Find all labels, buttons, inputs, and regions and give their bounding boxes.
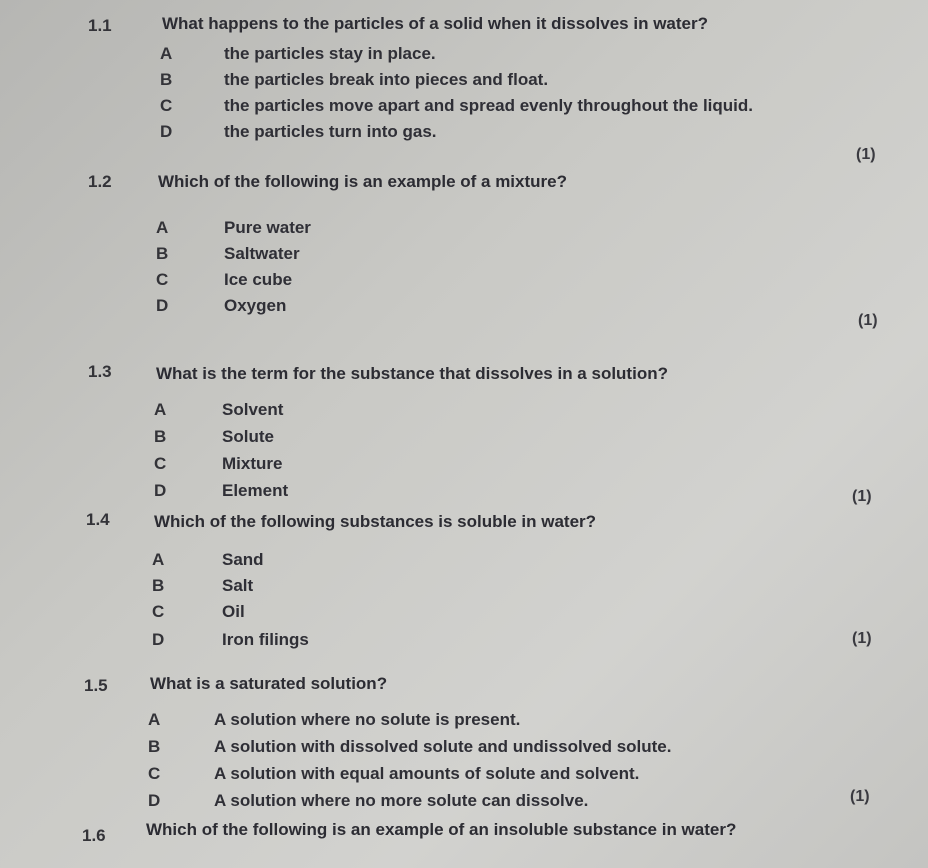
option-letter: A	[156, 218, 169, 237]
question-text: Which of the following substances is soluble in water?	[154, 512, 597, 531]
option-text: Saltwater	[224, 244, 300, 263]
marks-label: (1)	[852, 630, 872, 647]
option-letter: C	[148, 764, 161, 783]
option-letter: C	[152, 602, 165, 621]
marks-label: (1)	[856, 146, 876, 163]
option-letter: A	[160, 44, 173, 63]
option-letter: C	[160, 96, 173, 115]
option-text: Ice cube	[224, 270, 293, 289]
option-text: Solute	[222, 427, 274, 446]
option-letter: B	[156, 244, 169, 263]
question-number: 1.2	[88, 172, 112, 191]
option-text: A solution with dissolved solute and undissolved solute.	[214, 737, 672, 756]
option-letter: A	[148, 710, 161, 729]
question-number: 1.3	[88, 362, 112, 381]
option-text: A solution where no more solute can dissolve.	[214, 791, 589, 810]
option-letter: C	[156, 270, 169, 289]
option-letter: A	[154, 400, 167, 419]
question-text: What is a saturated solution?	[150, 674, 388, 693]
marks-label: (1)	[850, 788, 870, 805]
question-text: Which of the following is an example of a mixture?	[158, 172, 567, 191]
option-text: Solvent	[222, 400, 284, 419]
question-text: What is the term for the substance that dissolves in a solution?	[156, 364, 668, 383]
option-text: Mixture	[222, 454, 283, 473]
option-letter: B	[152, 576, 165, 595]
option-text: Iron filings	[222, 630, 309, 649]
question-text: What happens to the particles of a solid when it dissolves in water?	[162, 14, 708, 33]
option-text: A solution with equal amounts of solute and solvent.	[214, 764, 640, 783]
option-letter: B	[148, 737, 161, 756]
marks-label: (1)	[852, 488, 872, 505]
option-text: the particles break into pieces and float.	[224, 70, 549, 89]
option-letter: B	[160, 70, 173, 89]
question-number: 1.6	[82, 826, 106, 845]
option-letter: D	[160, 122, 173, 141]
option-text: Oil	[222, 602, 245, 621]
marks-label: (1)	[858, 312, 878, 329]
question-number: 1.5	[84, 676, 108, 695]
option-text: Sand	[222, 550, 264, 569]
option-text: the particles turn into gas.	[224, 122, 437, 141]
option-text: Salt	[222, 576, 254, 595]
option-text: Pure water	[224, 218, 311, 237]
question-text: Which of the following is an example of an insoluble substance in water?	[146, 820, 737, 839]
question-number: 1.1	[88, 16, 112, 35]
option-text: Oxygen	[224, 296, 287, 315]
option-letter: A	[152, 550, 165, 569]
option-letter: D	[154, 481, 167, 500]
option-text: the particles move apart and spread evenly throughout the liquid.	[224, 96, 753, 115]
option-letter: B	[154, 427, 167, 446]
option-letter: D	[152, 630, 165, 649]
option-letter: C	[154, 454, 167, 473]
question-number: 1.4	[86, 510, 110, 529]
option-text: the particles stay in place.	[224, 44, 436, 63]
option-text: Element	[222, 481, 289, 500]
option-letter: D	[156, 296, 169, 315]
option-letter: D	[148, 791, 161, 810]
option-text: A solution where no solute is present.	[214, 710, 521, 729]
